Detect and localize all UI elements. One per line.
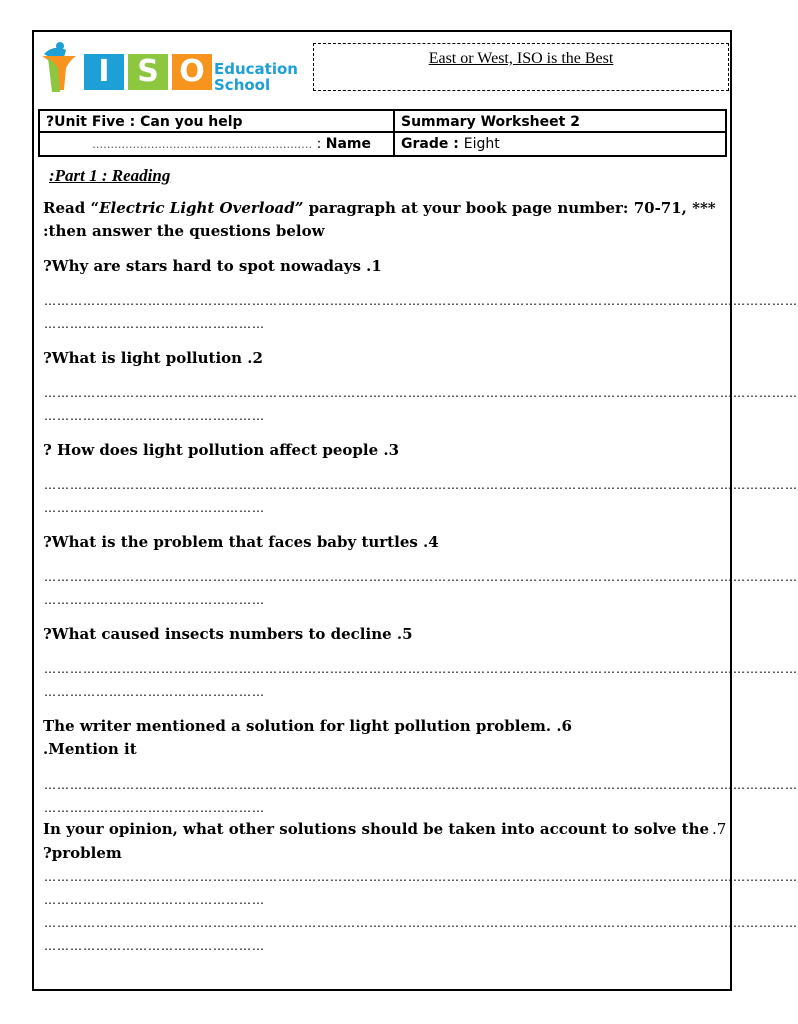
intro-prefix: Read “ [43, 199, 100, 217]
question-6: The writer mentioned a solution for light pollution problem. .6 [43, 717, 572, 735]
question-6-line-2: .Mention it [43, 740, 137, 758]
logo-letter-s: S [137, 54, 159, 89]
question-7-line-2: ?problem [43, 844, 122, 862]
intro-line-1 [43, 199, 716, 217]
answer-line[interactable]: …………………………………………… [44, 593, 265, 607]
logo-word-education: Education [214, 60, 298, 78]
logo-letter-i: I [98, 54, 110, 89]
question-2: ?What is light pollution .2 [43, 349, 263, 367]
answer-line[interactable]: ………………………………………………………………………………………………………………………………………………………… [44, 570, 798, 584]
question-7: In your opinion, what other solutions should be taken into account to solve the [43, 820, 710, 838]
question-5: ?What caused insects numbers to decline .5 [43, 625, 413, 643]
name-cell[interactable] [40, 133, 395, 155]
grade-cell [395, 133, 725, 155]
slogan-text: East or West, ISO is the Best [428, 50, 614, 67]
logo-word-school: School [214, 76, 271, 94]
unit-title: ?Unit Five : Can you help [46, 114, 243, 130]
grade-label: Grade : [401, 136, 464, 152]
info-table [38, 109, 727, 157]
school-logo [40, 40, 310, 100]
question-4: ?What is the problem that faces baby turtles .4 [43, 533, 439, 551]
answer-line[interactable]: ………………………………………………………………………………………………………………………………………………………… [44, 870, 798, 884]
answer-line[interactable]: ………………………………………………………………………………………………………………………………………………………… [44, 662, 798, 676]
question-1: ?Why are stars hard to spot nowadays .1 [43, 257, 382, 275]
answer-line[interactable]: ………………………………………………………………………………………………………………………………………………………… [44, 478, 798, 492]
name-label: Name [325, 136, 371, 152]
answer-line[interactable]: ………………………………………………………………………………………………………………………………………………………… [44, 386, 798, 400]
answer-line[interactable]: …………………………………………… [44, 939, 265, 953]
answer-line[interactable]: …………………………………………… [44, 409, 265, 423]
intro-line-2: :then answer the questions below [43, 222, 325, 240]
question-7-number: .7 [712, 820, 727, 838]
intro-suffix: paragraph at your book page number: 70-71, *** [303, 199, 716, 217]
grade-value: Eight [463, 136, 500, 152]
intro-book-title: Electric Light Overload” [99, 199, 304, 217]
answer-line[interactable]: ………………………………………………………………………………………………………………………………………………………… [44, 778, 798, 792]
answer-line[interactable]: …………………………………………… [44, 893, 265, 907]
answer-line[interactable]: …………………………………………… [44, 685, 265, 699]
answer-line[interactable]: …………………………………………… [44, 501, 265, 515]
name-dots: …………………………………………………… [92, 138, 313, 151]
logo-letter-o: O [179, 54, 205, 89]
name-sep: : [312, 136, 326, 152]
slogan-box [313, 43, 729, 91]
answer-line[interactable]: …………………………………………… [44, 801, 265, 815]
worksheet-cell [395, 111, 725, 133]
question-3: ? How does light pollution affect people .3 [43, 441, 400, 459]
part-title: :Part 1 : Reading [49, 166, 171, 185]
worksheet-title: Summary Worksheet 2 [401, 114, 580, 130]
answer-line[interactable]: …………………………………………… [44, 317, 265, 331]
answer-line[interactable]: ………………………………………………………………………………………………………………………………………………………… [44, 294, 798, 308]
answer-line[interactable]: ………………………………………………………………………………………………………………………………………………………… [44, 916, 798, 930]
unit-cell [40, 111, 395, 133]
